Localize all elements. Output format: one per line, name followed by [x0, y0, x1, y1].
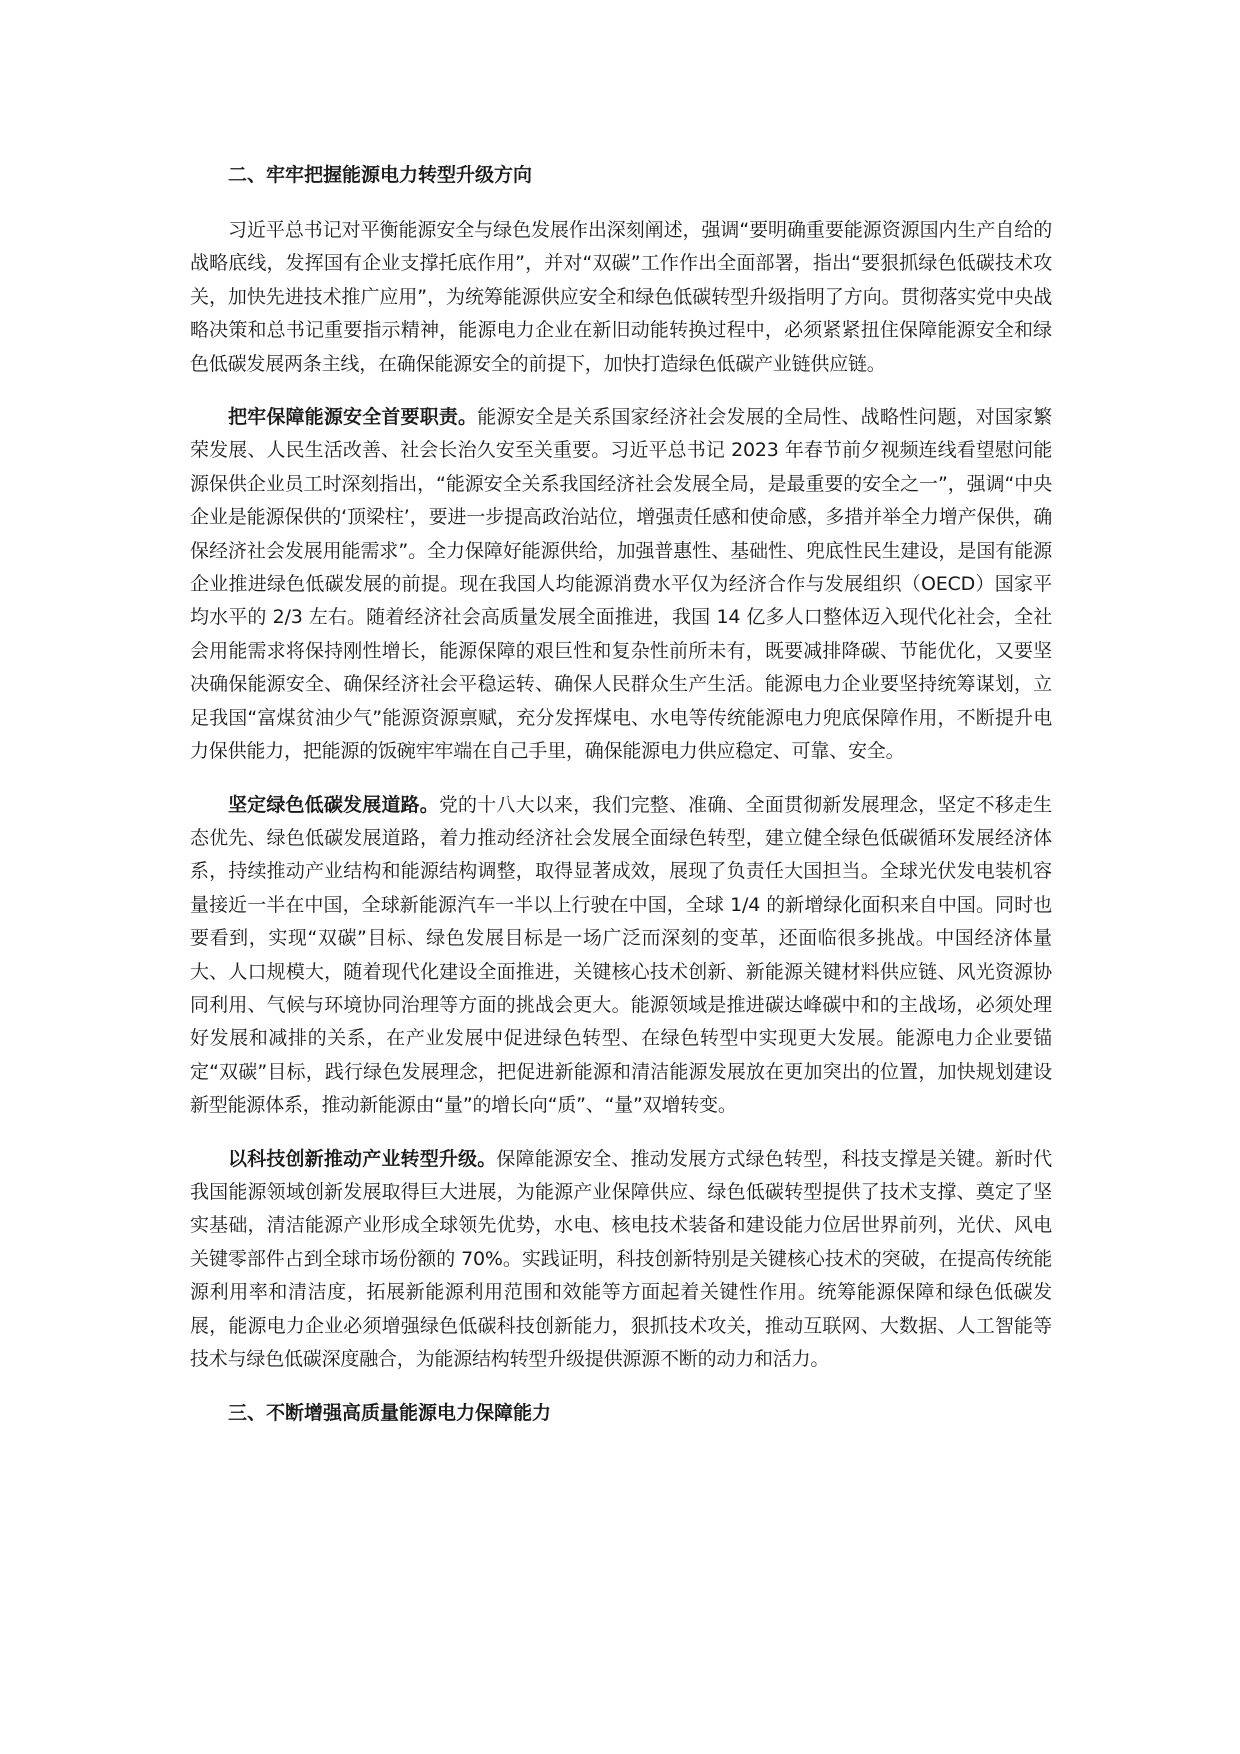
- paragraph-text: 党的十八大以来，我们完整、准确、全面贯彻新发展理念，坚定不移走生态优先、绿色低碳发展道路，着力推动经济社会发展全面绿色转型，建立健全绿色低碳循环发展经济体系，持续推动产业结构和能源结构调整，取得显著成效，展现了负责任大国担当。全球光伏发电装机容量接近一半在中国，全球新能源汽车一半以上行驶在中国，全球 1/4 的新增绿化面积来自中国。同时也要看到，实现“双碳”目标、绿色发展目标是一场广泛而深刻的变革，还面临很多挑战。中国经济体量大、人口规模大，随着现代化建设全面推进，关键核心技术创新、新能源关键材料供应链、风光资源协同利用、气候与环境协同治理等方面的挑战会更大。能源领域是推进碳达峰碳中和的主战场，必须处理好发展和减排的关系，在产业发展中促进绿色转型、在绿色转型中实现更大发展。能源电力企业要锚定“双碳”目标，践行绿色发展理念，把促进新能源和清洁能源发展放在更加突出的位置，加快规划建设新型能源体系，推动新能源由“量”的增长向“质”、“量”双增转变。: [190, 793, 1052, 1117]
- paragraph-text: 能源安全是关系国家经济社会发展的全局性、战略性问题，对国家繁荣发展、人民生活改善、社会长治久安至关重要。习近平总书记 2023 年春节前夕视频连线看望慰问能源保供企业员工时深刻指出，“能源安全关系我国经济社会发展全局，是最重要的安全之一”，强调“中央企业是能源保供的‘顶梁柱’，要进一步提高政治站位，增强责任感和使命感，多措并举全力增产保供，确保经济社会发展用能需求”。全力保障好能源供给，加强普惠性、基础性、兜底性民生建设，是国有能源企业推进绿色低碳发展的前提。现在我国人均能源消费水平仅为经济合作与发展组织（OECD）国家平均水平的 2/3 左右。随着经济社会高质量发展全面推进，我国 14 亿多人口整体迈入现代化社会，全社会用能需求将保持刚性增长，能源保障的艰巨性和复杂性前所未有，既要减排降碳、节能优化，又要坚决确保能源安全、确保经济社会平稳运转、确保人民群众生产生活。能源电力企业要坚持统筹谋划，立足我国“富煤贫油少气”能源资源禀赋，充分发挥煤电、水电等传统能源电力兜底保障作用，不断提升电力保供能力，把能源的饭碗牢牢端在自己手里，确保能源电力供应稳定、可靠、安全。: [190, 406, 1052, 763]
- body-paragraph: [190, 401, 1052, 768]
- body-paragraph: [190, 789, 1052, 1123]
- paragraph-text: 保障能源安全、推动发展方式绿色转型，科技支撑是关键。新时代我国能源领域创新发展取得巨大进展，为能源产业保障供应、绿色低碳转型提供了技术支撑、奠定了坚实基础，清洁能源产业形成全球领先优势，水电、核电技术装备和建设能力位居世界前列，光伏、风电关键零部件占到全球市场份额的 70%。实践证明，科技创新特别是关键核心技术的突破，在提高传统能源利用率和清洁度，拓展新能源利用范围和效能等方面起着关键性作用。统筹能源保障和绿色低碳发展，能源电力企业必须增强绿色低碳科技创新能力，狠抓技术攻关，推动互联网、大数据、人工智能等技术与绿色低碳深度融合，为能源结构转型升级提供源源不断的动力和活力。: [190, 1147, 1053, 1370]
- section-heading: 三、不断增强高质量能源电力保障能力: [228, 1402, 552, 1425]
- document-page: [190, 160, 1052, 1428]
- paragraph-lead: 坚定绿色低碳发展道路。: [228, 793, 439, 816]
- paragraph-text: 习近平总书记对平衡能源安全与绿色发展作出深刻阐述，强调“要明确重要能源资源国内生产自给的战略底线，发挥国有企业支撑托底作用”，并对“双碳”工作作出全面部署，指出“要狠抓绿色低碳技术攻关，加快先进技术推广应用”，为统筹能源供应安全和绿色低碳转型升级指明了方向。贯彻落实党中央战略决策和总书记重要指示精神，能源电力企业在新旧动能转换过程中，必须紧紧扭住保障能源安全和绿色低碳发展两条主线，在确保能源安全的前提下，加快打造绿色低碳产业链供应链。: [190, 219, 1052, 375]
- paragraph-lead: 把牢保障能源安全首要职责。: [228, 406, 478, 429]
- body-paragraph: [190, 1143, 1052, 1377]
- body-paragraph: [190, 214, 1052, 381]
- section-heading: 二、牢牢把握能源电力转型升级方向: [228, 164, 533, 186]
- paragraph-lead: 以科技创新推动产业转型升级。: [228, 1147, 497, 1170]
